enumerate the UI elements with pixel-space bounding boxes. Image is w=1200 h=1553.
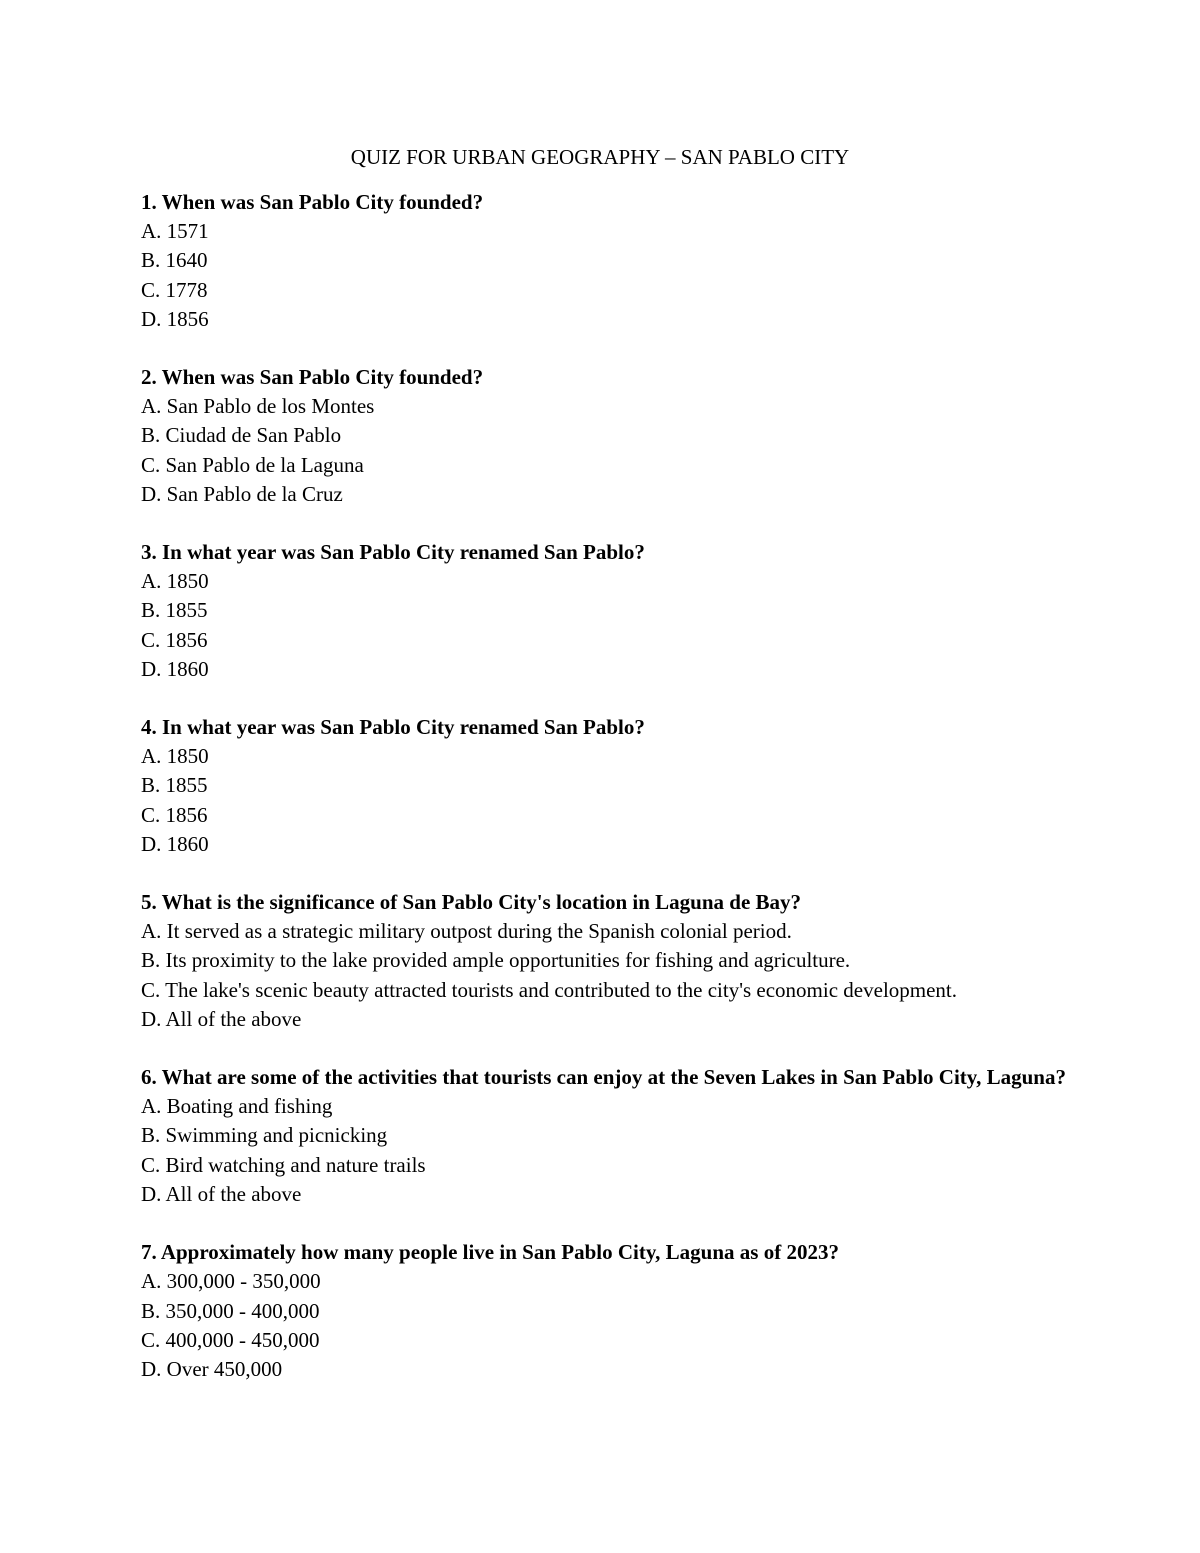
question-text: 7. Approximately how many people live in San Pablo City, Laguna as of 2023? — [141, 1240, 839, 1265]
answer-option: A. 1571 — [141, 219, 209, 244]
answer-option: C. Bird watching and nature trails — [141, 1152, 426, 1177]
quiz-content — [141, 188, 1071, 1413]
answer-option: C. 1778 — [141, 277, 208, 302]
answer-option: C. 1856 — [141, 627, 208, 652]
question-block — [141, 888, 1071, 1034]
question-text: 3. In what year was San Pablo City renamed San Pablo? — [141, 540, 645, 565]
question-text: 1. When was San Pablo City founded? — [141, 190, 484, 214]
answer-option: A. 1850 — [141, 569, 209, 594]
document-title: QUIZ FOR URBAN GEOGRAPHY – SAN PABLO CITY — [350, 145, 850, 169]
answer-option: D. 1860 — [141, 831, 209, 856]
question-block — [141, 1063, 1071, 1209]
question-block — [141, 538, 1071, 684]
answer-option: B. 1855 — [141, 773, 208, 798]
question-text: 4. In what year was San Pablo City renamed San Pablo? — [141, 715, 645, 740]
answer-option: D. All of the above — [141, 1181, 302, 1206]
question-block — [141, 363, 1071, 509]
answer-option: D. 1856 — [141, 306, 209, 331]
answer-option: D. Over 450,000 — [141, 1356, 283, 1381]
answer-option: C. 1856 — [141, 802, 208, 827]
answer-option: B. Swimming and picnicking — [141, 1123, 388, 1148]
answer-option: C. San Pablo de la Laguna — [141, 452, 364, 477]
question-block — [141, 188, 1071, 334]
answer-option: D. San Pablo de la Cruz — [141, 481, 343, 506]
answer-option: B. Ciudad de San Pablo — [141, 423, 342, 448]
answer-option: A. 1850 — [141, 744, 209, 769]
answer-option: B. 1855 — [141, 598, 208, 623]
answer-option: B. 350,000 - 400,000 — [141, 1298, 320, 1323]
answer-option: A. San Pablo de los Montes — [141, 394, 375, 419]
answer-option: D. 1860 — [141, 656, 209, 681]
question-text: 5. What is the significance of San Pablo City's location in Laguna de Bay? — [141, 890, 802, 915]
answer-option: A. Boating and fishing — [141, 1094, 333, 1119]
answer-option: B. Its proximity to the lake provided ample opportunities for fishing and agriculture. — [141, 948, 851, 973]
answer-option: C. 400,000 - 450,000 — [141, 1327, 320, 1352]
answer-option: B. 1640 — [141, 248, 208, 273]
question-block — [141, 713, 1071, 859]
answer-option: D. All of the above — [141, 1006, 302, 1031]
answer-option: A. It served as a strategic military outpost during the Spanish colonial period. — [141, 919, 792, 944]
question-text: 6. What are some of the activities that tourists can enjoy at the Seven Lakes in San Pablo City, Laguna? — [141, 1065, 1066, 1090]
question-block — [141, 1238, 1071, 1384]
answer-option: C. The lake's scenic beauty attracted tourists and contributed to the city's economic development. — [141, 977, 958, 1002]
question-text: 2. When was San Pablo City founded? — [141, 365, 484, 390]
answer-option: A. 300,000 - 350,000 — [141, 1269, 321, 1294]
